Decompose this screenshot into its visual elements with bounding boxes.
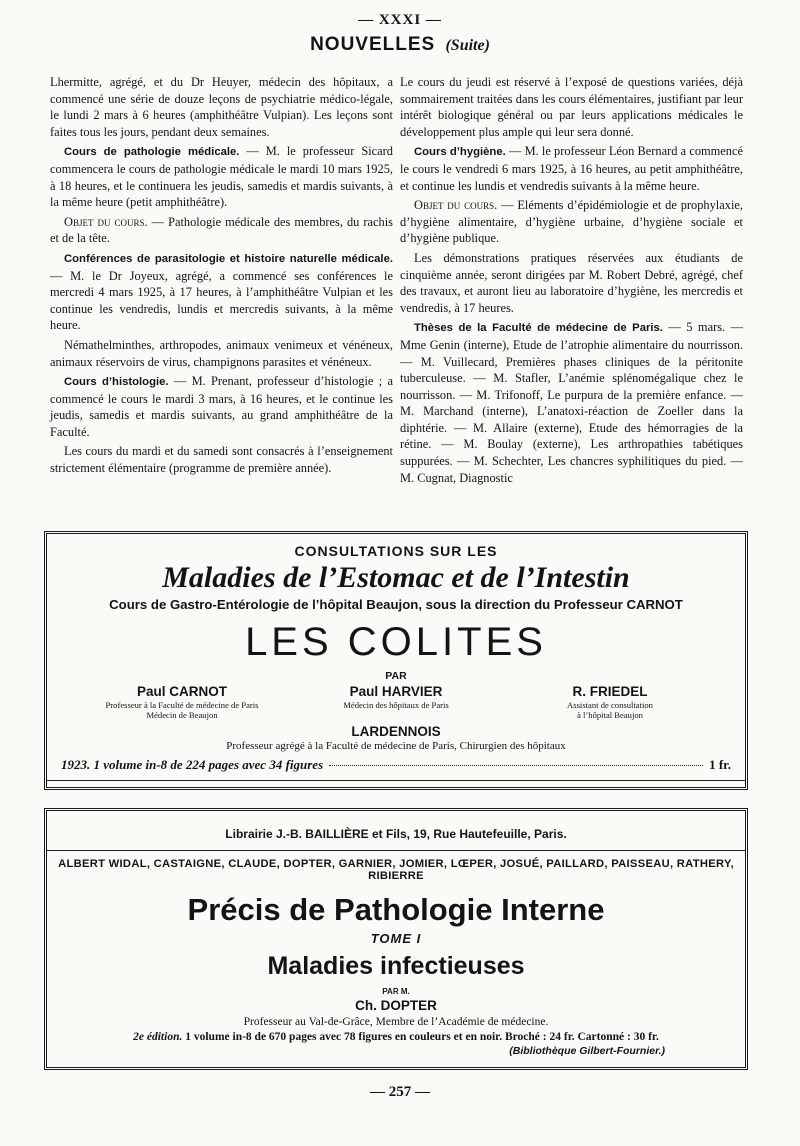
ad2-publisher: Librairie J.-B. BAILLIÈRE et Fils, 19, Rue Hautefeuille, Paris. [225,827,567,841]
ad1-author-role: Médecin de Beaujon [146,710,218,720]
paragraph [400,197,743,247]
ad1-par: PAR [385,670,407,682]
paragraph-heading: Thèses de la Faculté de médecine de Paris. [414,322,663,335]
paragraph-text: Les cours du mardi et du samedi sont consacrés à l’enseignement strictement élémentaire (programme de première année). [50,444,393,476]
paragraph-label: Objet du cours. [64,214,148,229]
ad1-author-name: Paul HARVIER [349,684,443,699]
paragraph [50,250,393,334]
ad1-author-role: Professeur à la Faculté de médecine de Paris [105,700,259,710]
ad1-author-role: Assistant de consultation [567,700,653,710]
running-header-roman: — XXXI — [358,12,442,28]
ad1-author-role: à l’hôpital Beaujon [577,710,643,720]
paragraph-text: — Pathologie médicale des membres, du rachis et de la tête. [50,214,393,246]
ad2-author-role: Professeur au Val-de-Grâce, Membre de l’Académie de médecine. [243,1016,549,1028]
paragraph-heading: Cours d’hygiène. [414,146,506,159]
paragraph-text: Les démonstrations pratiques réservées aux étudiants de cinquième année, seront dirigées par M. Robert Debré, agrégé, chef des travaux, et auront lieu au laboratoire d’hygiène, les mercredis et vendredis, à 17 heures. [400,250,743,315]
ad1-subtitle: Cours de Gastro-Entérologie de l’hôpital Beaujon, sous la direction du Professeur CARNOT [109,597,683,612]
paragraph [400,250,743,316]
ad2-author-list: ALBERT WIDAL, CASTAIGNE, CLAUDE, DOPTER, GARNIER, JOMIER, LŒPER, JOSUÉ, PAILLARD, PAISSEAU, RATHERY, RIBIERRE [58,858,734,882]
advertisement-les-colites [44,531,748,790]
ad2-collection: (Bibliothèque Gilbert-Fournier.) [509,1045,665,1057]
ad2-edition-label: 2e édition. [133,1031,183,1043]
paragraph [50,214,393,247]
advertisement-precis-pathologie [44,808,748,1070]
ad1-edition-info: 1923. 1 volume in-8 de 224 pages avec 34 figures [61,757,324,772]
section-title [0,34,800,56]
paragraph [400,143,743,194]
paragraph-heading: Conférences de parasitologie et histoire naturelle médicale. [64,252,393,265]
ad2-tome: TOME I [370,931,422,946]
ad1-author [77,684,287,720]
paragraph [400,74,743,140]
paragraph-text: — M. le professeur Sicard commencera le cours de pathologie médicale le mardi 10 mars 1925, à 18 heures, et le continuera les jeudis, samedis et mardis suivants, à la même heure (petit amphithéâtre). [50,144,393,210]
paragraph-heading: Cours de pathologie médicale. [64,146,240,159]
paragraph-text: — M. le professeur Léon Bernard a commencé le cours le vendredi 6 mars 1925, à 16 heures, au petit amphithéâtre, et continue les lundis et vendredis suivants à la même heure. [400,144,743,193]
paragraph-text: — 5 mars. — Mme Genin (interne), Etude de l’atrophie alimentaire du nourrisson. — M. Vuillecard, Premières phases cliniques de la péritonite tuberculeuse. — M. Stafler, L’anémie splénomégalique chez le nourrisson. — M. Trifonoff, Le purpura de la première enfance. — M. Marchand (interne), L’anatoxi-réaction de Zoeller dans la diphtérie. — M. Allaire (externe), Etude des hémorragies de la rétine. — M. Boulay (externe), Les arthropathies tabétiques suppurées. — M. Schechter, Les chancres syphilitiques du pied. — M. Cugnat, Diagnostic [400,320,743,485]
paragraph [50,373,393,440]
ad2-par: PAR M. [382,987,410,996]
paragraph-heading: Cours d’histologie. [64,376,169,389]
ad1-author [505,684,715,720]
paragraph [50,74,393,140]
left-column [50,74,393,480]
dot-leader [329,765,703,766]
paragraph-label: Objet du cours. [414,198,498,213]
ad2-subtitle: Maladies infectieuses [267,952,525,980]
ad1-author-role: Médecin des hôpitaux de Paris [343,700,449,710]
ad1-book-title: LES COLITES [245,620,547,664]
ad2-edition-text: 1 volume in-8 de 670 pages avec 78 figures en couleurs et en noir. Broché : 24 fr. Cartonné : 30 fr. [182,1031,659,1043]
ad1-price-line [47,757,745,773]
ad1-author-name: R. FRIEDEL [572,684,648,699]
ad1-author-name: Paul CARNOT [136,684,227,699]
ad2-book-title: Précis de Pathologie Interne [187,892,605,927]
ad1-price: 1 fr. [709,757,731,772]
paragraph-text: — M. le Dr Joyeux, agrégé, a commencé ses conférences le mercredi 4 mars 1925, à 17 heures, à l’amphithéâtre Vulpian et les continue les vendredis, lundis et mercredis suivants, à la même heure. [50,268,393,333]
ad1-bottom-rule [47,780,745,781]
paragraph-text: Némathelminthes, arthropodes, animaux venimeux et vénéneux, animaux réservoirs de virus, champignons parasites et vénéneux. [50,337,393,369]
paragraph-text: Le cours du jeudi est réservé à l’exposé de questions variées, déjà sommairement traitées dans les cours élémentaires, justifiant par leur intérêt biologique général ou par leurs applications médicales le développement plus ample qui leur sera donné. [400,75,743,139]
ad2-edition [47,1031,745,1043]
ad2-author: Ch. DOPTER [355,998,437,1013]
ad1-fourth-author: LARDENNOIS [351,724,441,739]
page-number: — 257 — [370,1084,430,1100]
paragraph-text: — Eléments d’épidémiologie et de prophylaxie, d’hygiène alimentaire, d’hygiène urbaine, d’hygiène sociale et d’hygiène publique. [400,198,743,246]
ad1-top-line: CONSULTATIONS SUR LES [294,543,498,559]
ad1-series-title: Maladies de l’Estomac et de l’Intestin [162,561,630,594]
ad1-authors [47,684,745,720]
paragraph-text: — M. Prenant, professeur d’histologie ; a commencé le cours le mardi 3 mars, à 16 heures, et le continue les jeudis, samedis et mardis suivants, au grand amphithéâtre de la Faculté. [50,374,393,439]
paragraph [50,143,393,210]
ad2-separator [47,850,745,851]
right-column [400,74,743,489]
section-title-main: NOUVELLES [310,34,436,55]
ad1-fourth-author-role: Professeur agrégé à la Faculté de médecine de Paris, Chirurgien des hôpitaux [226,740,566,752]
paragraph [400,319,743,486]
section-title-suffix: (Suite) [445,37,490,54]
ad1-author [291,684,501,720]
paragraph-text: Lhermitte, agrégé, et du Dr Heuyer, médecin des hôpitaux, a commencé une série de douze leçons de psychiatrie médico-légale, le lundi 2 mars à 6 heures (amphithéâtre Vulpian). Les leçons sont faites tous les jours, pendant deux semaines. [50,75,393,139]
paragraph [50,443,393,476]
paragraph [50,337,393,370]
